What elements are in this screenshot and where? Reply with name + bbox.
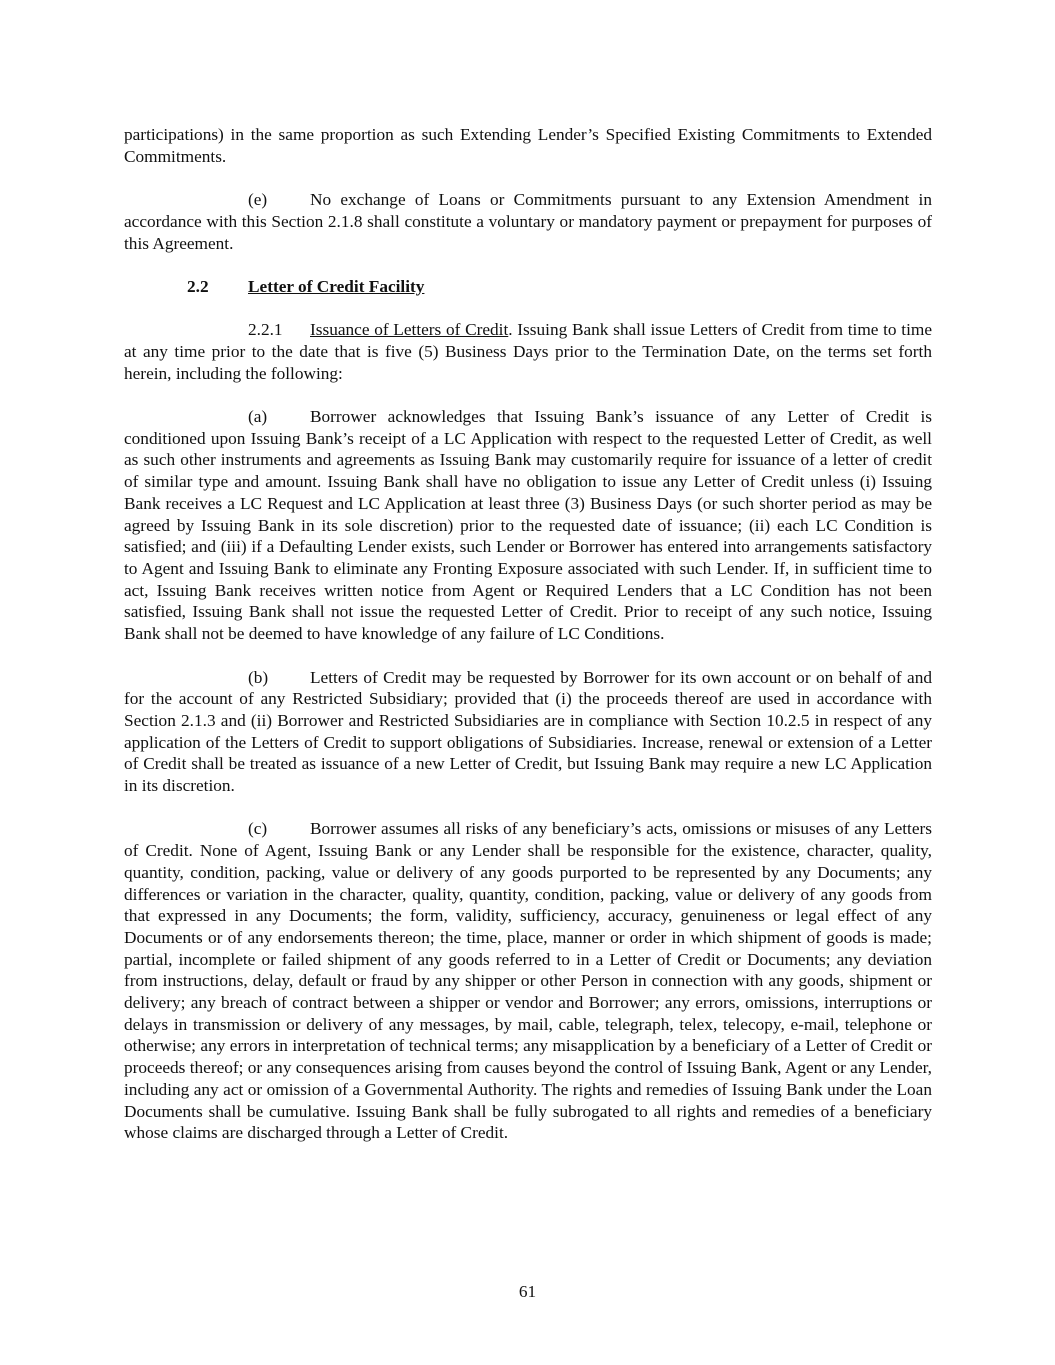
paragraph-gap — [124, 384, 932, 406]
paragraph-gap — [124, 167, 932, 189]
subsection-paragraph — [124, 319, 932, 384]
section-number: 2.2 — [187, 276, 209, 296]
paragraph-a — [124, 406, 932, 645]
page-number: 61 — [518, 1282, 537, 1301]
document-page — [124, 124, 932, 1144]
paragraph-b-marker: (b) — [248, 667, 269, 687]
paragraph-c-text: Borrower assumes all risks of any beneficiary’s acts, omissions or misuses of any Letters of Credit. None of Agent, Issuing Bank or any Lender shall be responsible for the existence, character, quality, quantity, condition, packing, value or delivery of any goods purported to be represented by any Documents; any differences or variation in the character, quality, quantity, condition, packing, value or delivery of any goods from that expressed in any Documents; the form, validity, sufficiency, accuracy, genuineness or legal effect of any Documents or of any endorsements thereon; the time, place, manner or order in which shipment of goods is made; partial, incomplete or failed shipment of any goods referred to in a Letter of Credit or Documents; any deviation from instructions, delay, default or fraud by any shipper or other Person in connection with any goods, shipment or delivery; any breach of contract between a shipper or vendor and Borrower; any errors, omissions, interruptions or delays in transmission or delivery of any messages, by mail, cable, telegraph, telex, telecopy, e-mail, telephone or otherwise; any errors in interpretation of technical terms; any misapplication by a beneficiary of a Letter of Credit or proceeds thereof; or any consequences arising from causes beyond the control of Issuing Bank, Agent or any Lender, including any act or omission of a Governmental Authority. The rights and remedies of Issuing Bank under the Loan Documents shall be cumulative. Issuing Bank shall be fully subrogated to all rights and remedies of a beneficiary whose claims are discharged through a Letter of Credit. — [124, 819, 932, 1143]
section-title: Letter of Credit Facility — [248, 276, 425, 296]
subsection-number: 2.2.1 — [248, 320, 283, 340]
paragraph-e-text: No exchange of Loans or Commitments pursuant to any Extension Amendment in accordance with this Section 2.1.8 shall constitute a voluntary or mandatory payment or prepayment for purposes of this Agreement. — [124, 190, 932, 253]
paragraph-c — [124, 818, 932, 1144]
paragraph-gap — [124, 298, 932, 320]
paragraph-c-marker: (c) — [248, 819, 268, 839]
paragraph-e-marker: (e) — [248, 190, 268, 210]
continuation-paragraph: participations) in the same proportion as such Extending Lender’s Specified Existing Commitments to Extended Commitments. — [124, 125, 932, 166]
subsection-text: . Issuing Bank shall issue Letters of Credit from time to time at any time prior to the date that is five (5) Business Days prior to the Termination Date, on the terms set forth herein, including the following: — [124, 320, 932, 383]
paragraph-gap — [124, 254, 932, 276]
paragraph-e — [124, 189, 932, 254]
paragraph-a-text: Borrower acknowledges that Issuing Bank’s issuance of any Letter of Credit is conditioned upon Issuing Bank’s receipt of a LC Application with respect to the requested Letter of Credit, as well as such other instruments and agreements as Issuing Bank may customarily require for issuance of a letter of credit of similar type and amount. Issuing Bank shall have no obligation to issue any Letter of Credit unless (i) Issuing Bank receives a LC Request and LC Application at least three (3) Business Days (or such shorter period as may be agreed by Issuing Bank in its sole discretion) prior to the requested date of issuance; (ii) each LC Condition is satisfied; and (iii) if a Defaulting Lender exists, such Lender or Borrower has entered into arrangements satisfactory to Agent and Issuing Bank to eliminate any Fronting Exposure associated with such Lender. If, in sufficient time to act, Issuing Bank receives written notice from Agent or Required Lenders that a LC Condition has not been satisfied, Issuing Bank shall not issue the requested Letter of Credit. Prior to receipt of any such notice, Issuing Bank shall not be deemed to have knowledge of any failure of LC Conditions. — [124, 407, 932, 644]
paragraph-gap — [124, 645, 932, 667]
paragraph-a-marker: (a) — [248, 407, 268, 427]
paragraph-b-text: Letters of Credit may be requested by Borrower for its own account or on behalf of and for the account of any Restricted Subsidiary; provided that (i) the proceeds thereof are used in accordance with Section 2.1.3 and (ii) Borrower and Restricted Subsidiaries are in compliance with Section 10.2.5 in respect of any application of the Letters of Credit to support obligations of Subsidiaries. Increase, renewal or extension of a Letter of Credit shall be treated as issuance of a new Letter of Credit, but Issuing Bank may require a new LC Application in its discretion. — [124, 667, 932, 796]
paragraph-gap — [124, 797, 932, 819]
subsection-title: Issuance of Letters of Credit — [310, 320, 509, 340]
section-heading — [124, 276, 932, 298]
paragraph-b — [124, 667, 932, 797]
